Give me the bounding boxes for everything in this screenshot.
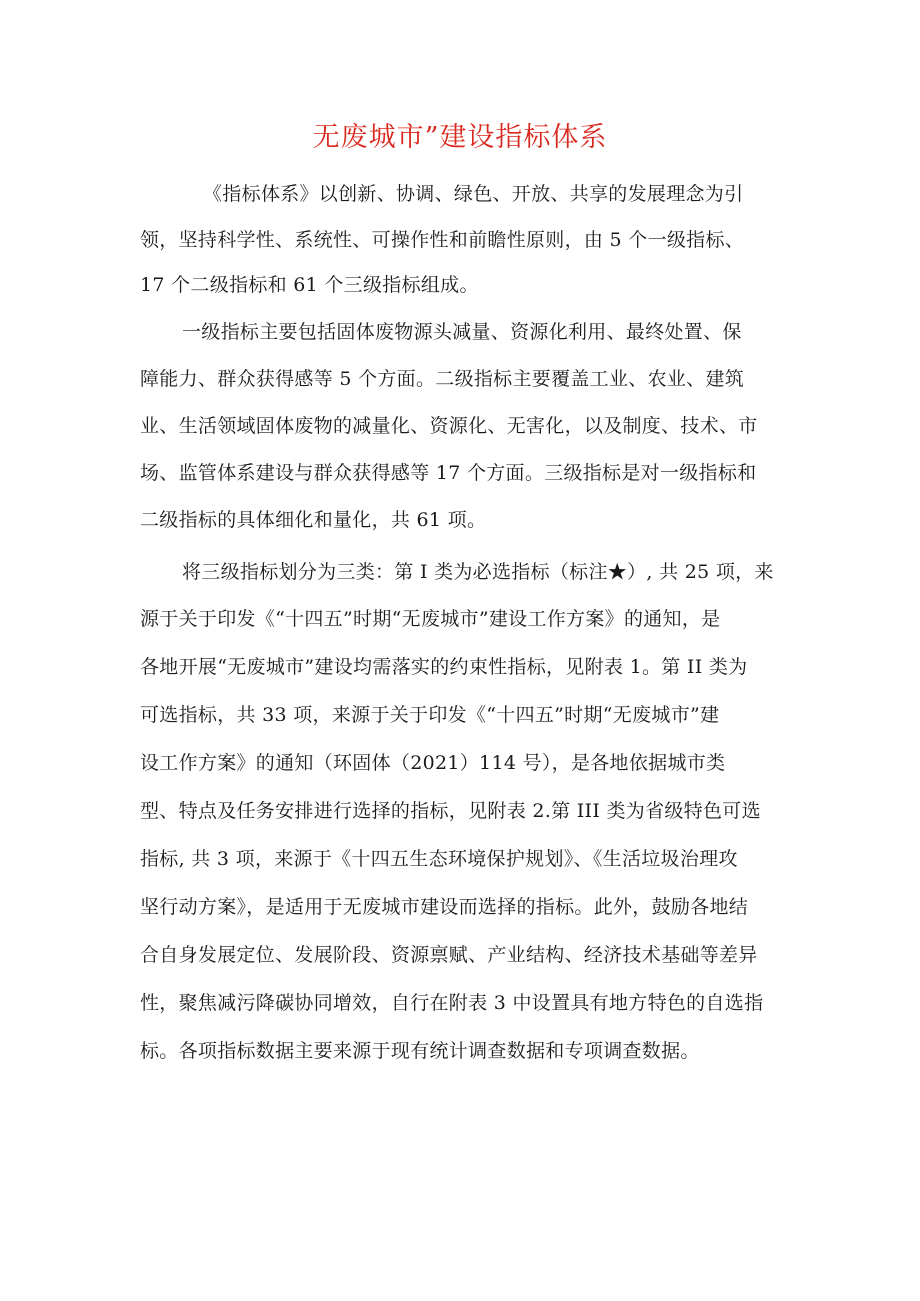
paragraph-line: 坚行动方案》，是适用于无废城市建设而选择的指标。此外，鼓励各地结 (140, 896, 749, 918)
paragraph-line: 一级指标主要包括固体废物源头减量、资源化利用、最终处置、保 (182, 321, 742, 343)
paragraph-line: 设工作方案》的通知（环固体（2021）114 号），是各地依据城市类 (140, 752, 726, 774)
paragraph-line: 《指标体系》以创新、协调、绿色、开放、共享的发展理念为引 (203, 183, 744, 205)
paragraph-line: 源于关于印发《“十四五”时期“无废城市”建设工作方案》的通知，是 (140, 608, 721, 630)
paragraph-line: 将三级指标划分为三类：第 I 类为必选指标（标注★）, 共 25 项，来 (182, 561, 774, 583)
paragraph-line: 领，坚持科学性、系统性、可操作性和前瞻性原则，由 5 个一级指标、 (140, 229, 745, 251)
paragraph-line: 可选指标，共 33 项，来源于关于印发《“十四五”时期“无废城市”建 (140, 704, 720, 726)
paragraph-line: 17 个二级指标和 61 个三级指标组成。 (140, 274, 479, 296)
paragraph-line: 各地开展“无废城市”建设均需落实的约束性指标，见附表 1。第 II 类为 (140, 656, 748, 678)
paragraph-line: 合自身发展定位、发展阶段、资源禀赋、产业结构、经济技术基础等差异 (140, 944, 758, 966)
paragraph-line: 二级指标的具体细化和量化，共 61 项。 (140, 509, 487, 531)
paragraph-line: 型、特点及任务安排进行选择的指标，见附表 2.第 III 类为省级特色可选 (140, 800, 761, 822)
paragraph-line: 业、生活领域固体废物的减量化、资源化、无害化，以及制度、技术、市 (140, 415, 758, 437)
paragraph-line: 性，聚焦减污降碳协同增效，自行在附表 3 中设置具有地方特色的自选指 (140, 992, 764, 1014)
paragraph-line: 障能力、群众获得感等 5 个方面。二级指标主要覆盖工业、农业、建筑 (140, 368, 745, 390)
paragraph-line: 指标, 共 3 项，来源于《十四五生态环境保护规划》、《生活垃圾治理攻 (140, 848, 738, 870)
paragraph-line: 场、监管体系建设与群众获得感等 17 个方面。三级指标是对一级指标和 (140, 462, 757, 484)
document-title: 无废城市”建设指标体系 (312, 122, 608, 153)
paragraph-line: 标。各项指标数据主要来源于现有统计调查数据和专项调查数据。 (140, 1040, 700, 1062)
